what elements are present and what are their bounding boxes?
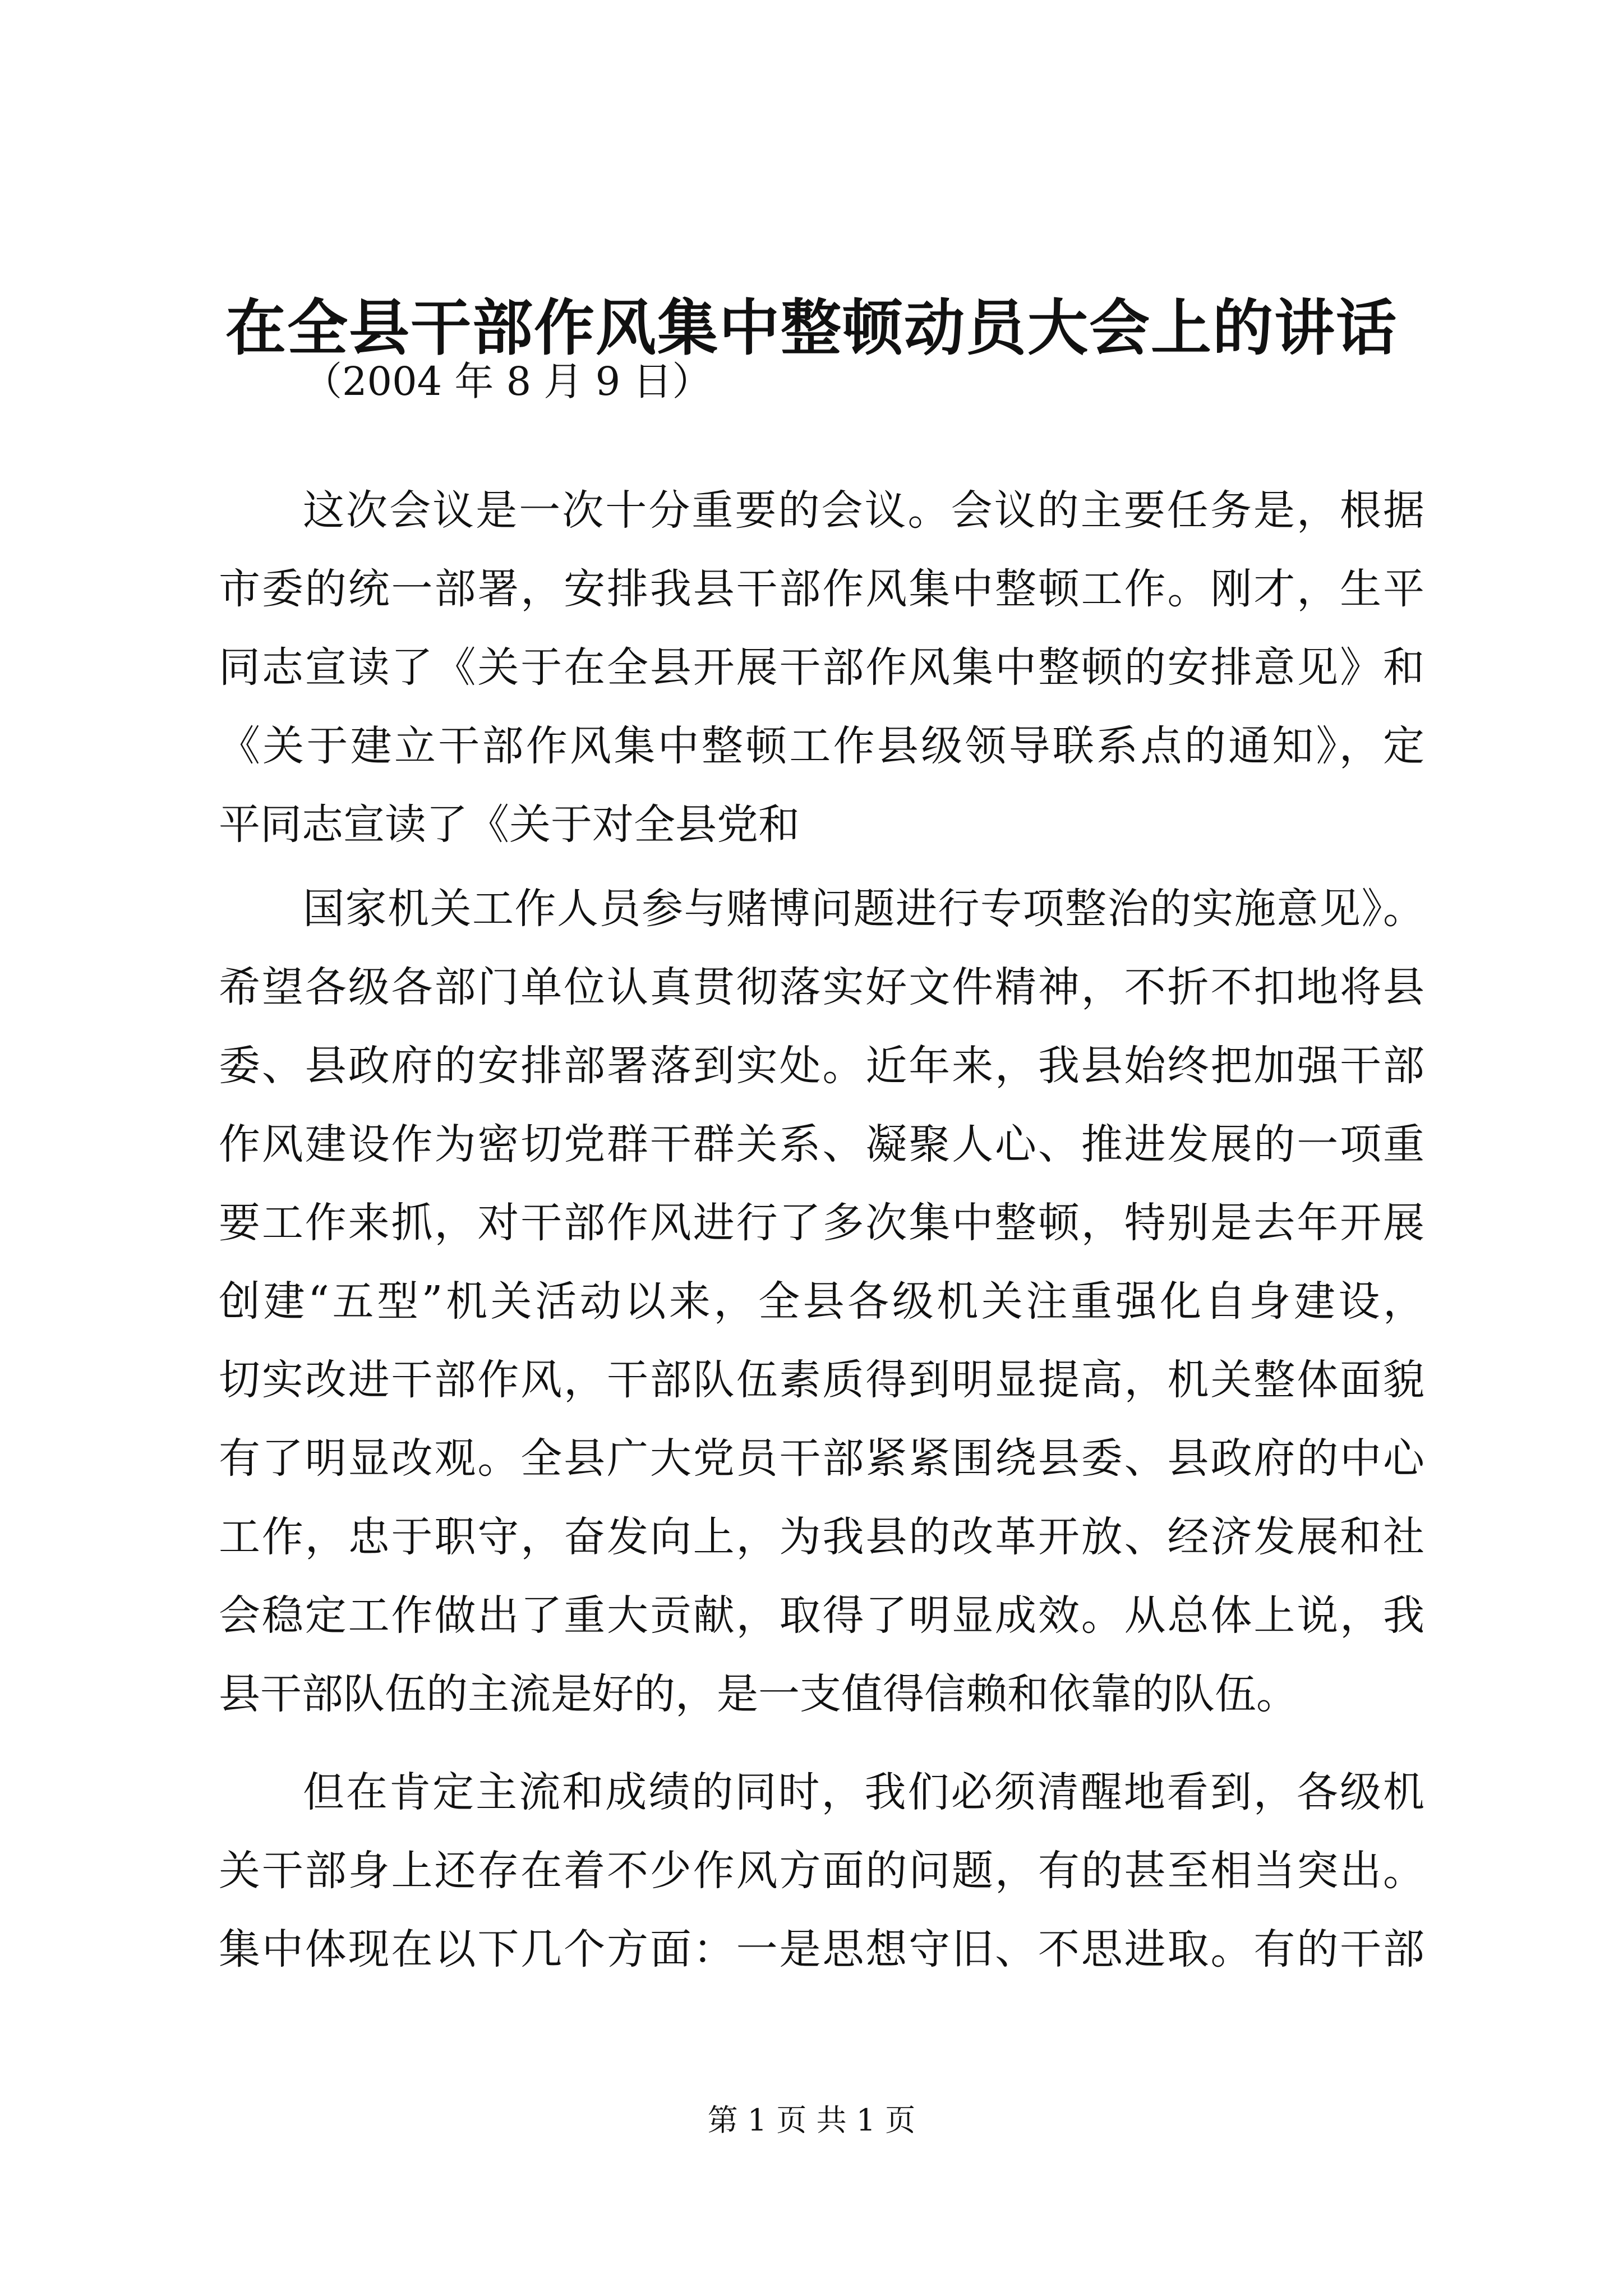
body-line: 关干部身上还存在着不少作风方面的问题，有的甚至相当突出。: [219, 1847, 1424, 1895]
speech-date: （2004 年 8 月 9 日）: [303, 358, 712, 404]
body-line: 集中体现在以下几个方面：一是思想守旧、不思进取。有的干部: [219, 1925, 1424, 1973]
body-line: 委、县政府的安排部署落到实处。近年来，我县始终把加强干部: [219, 1042, 1424, 1090]
body-line: 同志宣读了《关于在全县开展干部作风集中整顿的安排意见》和: [219, 643, 1424, 692]
body-line: 有了明显改观。全县广大党员干部紧紧围绕县委、县政府的中心: [219, 1434, 1424, 1483]
body-line: 要工作来抓，对干部作风进行了多次集中整顿，特别是去年开展: [219, 1199, 1424, 1247]
body-line: 县干部队伍的主流是好的，是一支值得信赖和依靠的队伍。: [219, 1670, 1298, 1718]
document-title: 在全县干部作风集中整顿动员大会上的讲话: [225, 293, 1398, 364]
body-line: 切实改进干部作风，干部队伍素质得到明显提高，机关整体面貌: [219, 1356, 1424, 1404]
page-footer: 第 1 页 共 1 页: [707, 2102, 916, 2138]
body-line: 市委的统一部署，安排我县干部作风集中整顿工作。刚才，生平: [219, 565, 1424, 613]
body-line: 作风建设作为密切党群干群关系、凝聚人心、推进发展的一项重: [219, 1120, 1424, 1168]
body-line: 这次会议是一次十分重要的会议。会议的主要任务是，根据: [303, 486, 1424, 535]
body-line: 但在肯定主流和成绩的同时，我们必须清醒地看到，各级机: [303, 1768, 1424, 1816]
body-line: 国家机关工作人员参与赌博问题进行专项整治的实施意见》。: [303, 885, 1424, 933]
body-line: 平同志宣读了《关于对全县党和: [219, 800, 800, 849]
body-line: 希望各级各部门单位认真贯彻落实好文件精神，不折不扣地将县: [219, 963, 1424, 1011]
body-line: 工作，忠于职守，奋发向上，为我县的改革开放、经济发展和社: [219, 1513, 1424, 1561]
body-line: 创建“五型”机关活动以来，全县各级机关注重强化自身建设，: [219, 1277, 1424, 1326]
body-line: 会稳定工作做出了重大贡献，取得了明显成效。从总体上说，我: [219, 1591, 1424, 1640]
body-line: 《关于建立干部作风集中整顿工作县级领导联系点的通知》，定: [219, 722, 1424, 770]
